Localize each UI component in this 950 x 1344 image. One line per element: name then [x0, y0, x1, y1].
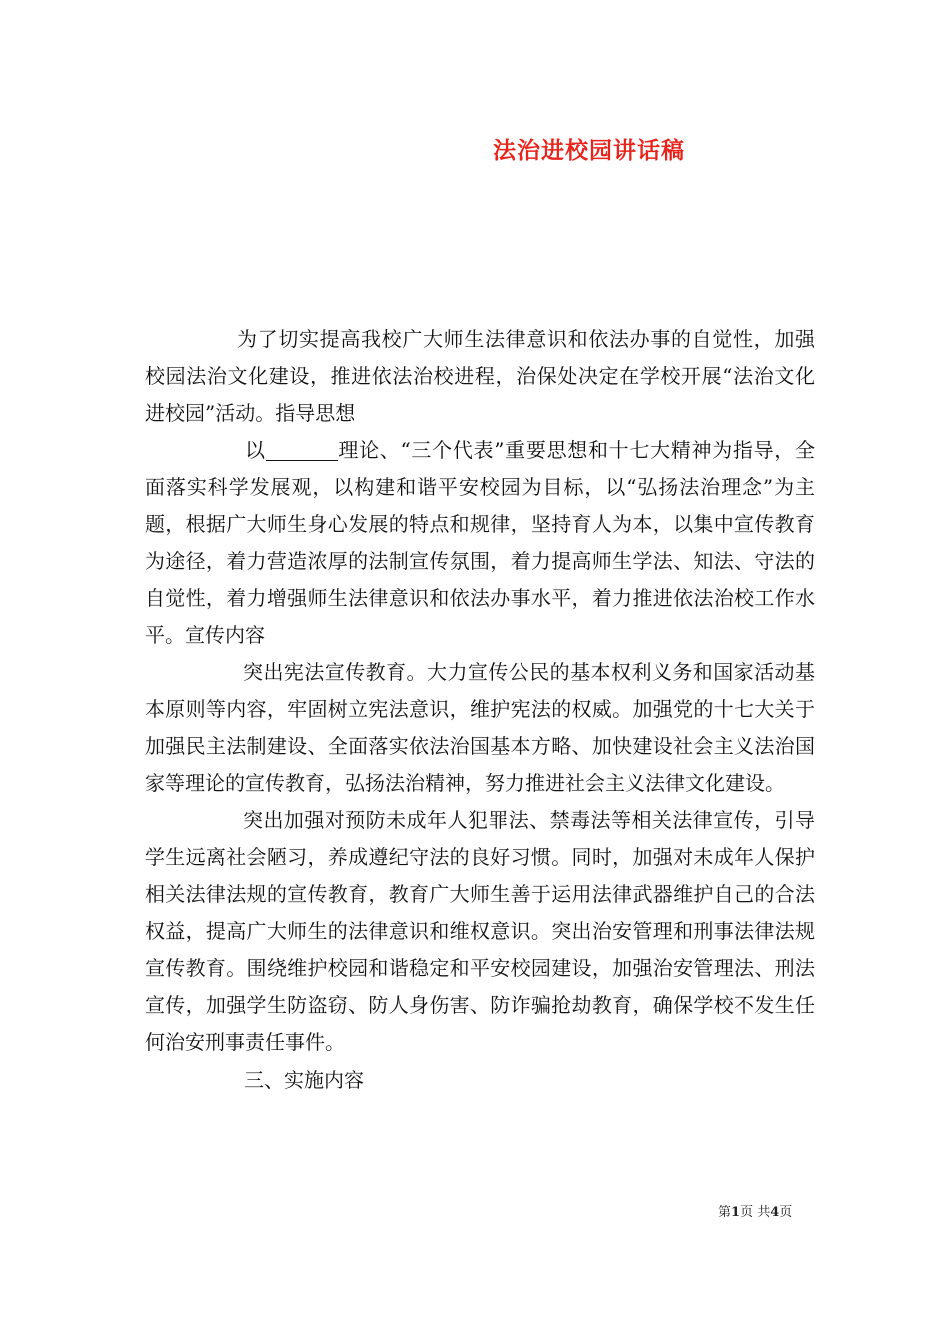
section-heading: 三、实施内容	[244, 1068, 364, 1092]
footer-middle: 页 共	[740, 1205, 771, 1220]
fill-blank	[266, 440, 338, 461]
paragraph-guiding-thought	[145, 432, 815, 654]
paragraph-constitution: 突出宪法宣传教育。大力宣传公民的基本权利义务和国家活动基本原则等内容，牢固树立宪法意识，维护宪法的权威。加强党的十七大关于加强民主法制建设、全面落实依法治国基本方略、加快建设社会主义法治国家等理论的宣传教育，弘扬法治精神，努力推进社会主义法律文化建设。	[145, 660, 815, 795]
footer-suffix: 页	[779, 1205, 793, 1220]
document-body	[145, 321, 815, 1099]
footer-total-pages: 4	[770, 1205, 780, 1220]
page-number-footer	[718, 1203, 792, 1223]
page-title: 法治进校园讲话稿	[493, 137, 685, 164]
paragraph-intro: 为了切实提高我校广大师生法律意识和依法办事的自觉性，加强校园法治文化建设，推进依法治校进程，治保处决定在学校开展“法治文化进校园”活动。指导思想	[145, 327, 815, 425]
paragraph-juvenile-law: 突出加强对预防未成年人犯罪法、禁毒法等相关法律宣传，引导学生远离社会陋习，养成遵纪守法的良好习惯。同时，加强对未成年人保护相关法律法规的宣传教育，教育广大师生善于运用法律武器维护自己的合法权益，提高广大师生的法律意识和维权意识。突出治安管理和刑事法律法规宣传教育。围绕维护校园和谐稳定和平安校园建设，加强治安管理法、刑法宣传，加强学生防盗窃、防人身伤害、防诈骗抢劫教育，确保学校不发生任何治安刑事责任事件。	[145, 808, 815, 1054]
footer-prefix: 第	[718, 1205, 732, 1220]
paragraph-prefix: 以	[245, 438, 266, 462]
footer-current-page: 1	[731, 1205, 741, 1220]
paragraph-body: 理论、“三个代表”重要思想和十七大精神为指导，全面落实科学发展观，以构建和谐平安校园为目标，以“弘扬法治理念”为主题，根据广大师生身心发展的特点和规律，坚持育人为本，以集中宣传教育为途径，着力营造浓厚的法制宣传氛围，着力提高师生学法、知法、守法的自觉性，着力增强师生法律意识和依法办事水平，着力推进依法治校工作水平。宣传内容	[145, 438, 815, 647]
